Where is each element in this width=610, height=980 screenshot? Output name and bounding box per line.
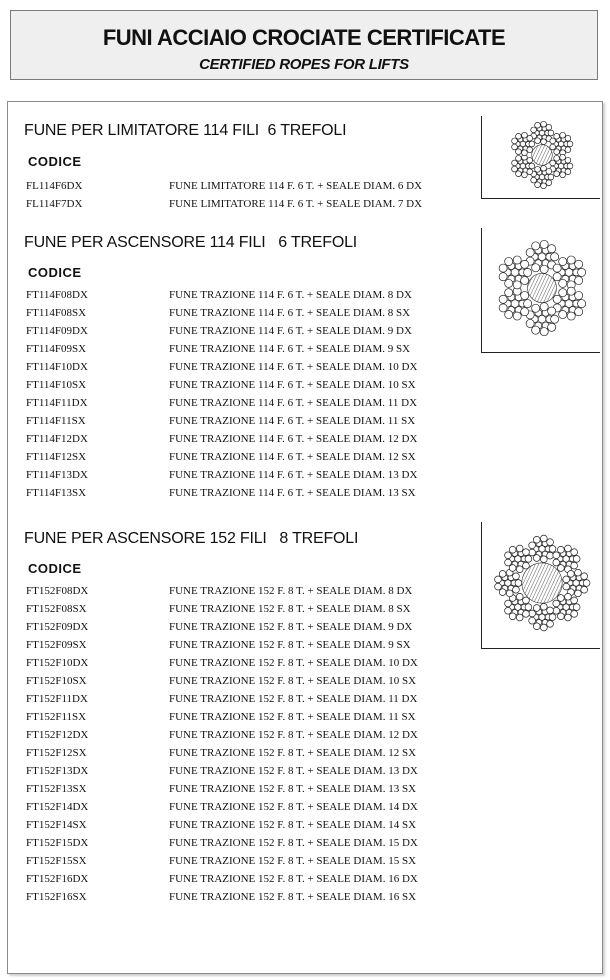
product-description: FUNE TRAZIONE 114 F. 6 T. + SEALE DIAM. 11 SX	[169, 415, 416, 427]
product-description: FUNE TRAZIONE 152 F. 8 T. + SEALE DIAM. 8 DX	[169, 585, 413, 597]
product-code: FT152F10SX	[26, 675, 87, 687]
product-code: FT114F11DX	[26, 397, 88, 409]
product-row	[26, 412, 452, 430]
product-row	[26, 654, 452, 672]
product-description: FUNE TRAZIONE 152 F. 8 T. + SEALE DIAM. 9 DX	[169, 621, 413, 633]
product-row	[26, 376, 452, 394]
product-row	[26, 600, 452, 618]
rope-cross-section-8-strands-icon	[481, 522, 600, 649]
product-code: FT114F12DX	[26, 433, 88, 445]
product-code: FT114F08DX	[26, 289, 88, 301]
rope-drawing	[482, 522, 598, 648]
product-code: FT114F13SX	[26, 487, 87, 499]
product-description: FUNE TRAZIONE 152 F. 8 T. + SEALE DIAM. 14 SX	[169, 819, 417, 831]
product-row	[26, 582, 452, 600]
product-description: FUNE TRAZIONE 114 F. 6 T. + SEALE DIAM. 9 SX	[169, 343, 411, 355]
product-code: FT114F12SX	[26, 451, 87, 463]
product-row	[26, 358, 452, 376]
product-code: FT152F09DX	[26, 621, 89, 633]
product-row	[26, 798, 452, 816]
page-title: FUNI ACCIAIO CROCIATE CERTIFICATE	[102, 25, 506, 50]
product-description: FUNE TRAZIONE 152 F. 8 T. + SEALE DIAM. 8 SX	[169, 603, 411, 615]
product-code: FT114F10SX	[26, 379, 87, 391]
product-description: FUNE TRAZIONE 152 F. 8 T. + SEALE DIAM. 12 SX	[169, 747, 417, 759]
product-row	[26, 466, 452, 484]
section-title: FUNE PER ASCENSORE 114 FILI 6 TREFOLI	[24, 234, 358, 251]
product-description: FUNE TRAZIONE 152 F. 8 T. + SEALE DIAM. 11 SX	[169, 711, 416, 723]
product-code: FT152F11DX	[26, 693, 88, 705]
product-description: FUNE LIMITATORE 114 F. 6 T. + SEALE DIAM. 7 DX	[169, 198, 423, 210]
product-description: FUNE TRAZIONE 114 F. 6 T. + SEALE DIAM. 10 DX	[169, 361, 418, 373]
product-code: FT114F09DX	[26, 325, 88, 337]
product-description: FUNE TRAZIONE 152 F. 8 T. + SEALE DIAM. 13 SX	[169, 783, 417, 795]
product-description: FUNE TRAZIONE 114 F. 6 T. + SEALE DIAM. 12 DX	[169, 433, 418, 445]
product-code: FL114F7DX	[26, 198, 83, 210]
rope-drawing	[482, 228, 598, 352]
product-description: FUNE TRAZIONE 114 F. 6 T. + SEALE DIAM. 9 DX	[169, 325, 412, 337]
product-row	[26, 708, 452, 726]
product-row	[26, 744, 452, 762]
product-description: FUNE TRAZIONE 152 F. 8 T. + SEALE DIAM. 15 DX	[169, 837, 418, 849]
product-code: FT152F14DX	[26, 801, 89, 813]
product-code: FT114F09SX	[26, 343, 87, 355]
product-code: FT152F16SX	[26, 891, 87, 903]
product-description: FUNE TRAZIONE 114 F. 6 T. + SEALE DIAM. 13 DX	[169, 469, 418, 481]
rope-cross-section-6-strands-icon	[481, 116, 600, 199]
product-row	[26, 636, 452, 654]
page-subtitle: CERTIFIED ROPES FOR LIFTS	[199, 56, 409, 73]
product-description: FUNE TRAZIONE 114 F. 6 T. + SEALE DIAM. 10 SX	[169, 379, 416, 391]
page-header	[10, 10, 598, 80]
product-row	[26, 780, 452, 798]
product-list	[26, 177, 452, 213]
product-row	[26, 286, 452, 304]
product-description: FUNE TRAZIONE 114 F. 6 T. + SEALE DIAM. 11 DX	[169, 397, 418, 409]
product-row	[26, 834, 452, 852]
code-column-header: CODICE	[28, 154, 82, 169]
product-row	[26, 762, 452, 780]
product-description: FUNE TRAZIONE 152 F. 8 T. + SEALE DIAM. 16 DX	[169, 873, 418, 885]
product-description: FUNE TRAZIONE 152 F. 8 T. + SEALE DIAM. 14 DX	[169, 801, 418, 813]
product-code: FT152F14SX	[26, 819, 87, 831]
product-code: FT152F10DX	[26, 657, 89, 669]
product-row	[26, 448, 452, 466]
rope-cross-section-6-strands-icon	[481, 228, 600, 353]
product-row	[26, 177, 452, 195]
section-title: FUNE PER LIMITATORE 114 FILI 6 TREFOLI	[24, 122, 347, 139]
code-column-header: CODICE	[28, 265, 82, 280]
product-description: FUNE TRAZIONE 152 F. 8 T. + SEALE DIAM. 9 SX	[169, 639, 411, 651]
product-description: FUNE TRAZIONE 152 F. 8 T. + SEALE DIAM. 11 DX	[169, 693, 418, 705]
product-code: FT152F12SX	[26, 747, 87, 759]
rope-drawing	[482, 116, 598, 198]
code-column-header: CODICE	[28, 561, 82, 576]
product-description: FUNE TRAZIONE 114 F. 6 T. + SEALE DIAM. 8 SX	[169, 307, 411, 319]
product-row	[26, 340, 452, 358]
product-code: FT114F13DX	[26, 469, 88, 481]
product-description: FUNE TRAZIONE 152 F. 8 T. + SEALE DIAM. 12 DX	[169, 729, 418, 741]
product-description: FUNE TRAZIONE 114 F. 6 T. + SEALE DIAM. 8 DX	[169, 289, 412, 301]
product-code: FT114F11SX	[26, 415, 86, 427]
product-code: FT114F08SX	[26, 307, 87, 319]
product-description: FUNE TRAZIONE 152 F. 8 T. + SEALE DIAM. 15 SX	[169, 855, 417, 867]
product-description: FUNE TRAZIONE 152 F. 8 T. + SEALE DIAM. 13 DX	[169, 765, 418, 777]
product-row	[26, 726, 452, 744]
product-code: FT152F08SX	[26, 603, 87, 615]
product-code: FT152F08DX	[26, 585, 89, 597]
product-code: FT114F10DX	[26, 361, 88, 373]
product-row	[26, 195, 452, 213]
product-row	[26, 852, 452, 870]
product-code: FT152F09SX	[26, 639, 87, 651]
product-code: FT152F12DX	[26, 729, 89, 741]
product-code: FT152F16DX	[26, 873, 89, 885]
section-title: FUNE PER ASCENSORE 152 FILI 8 TREFOLI	[24, 530, 359, 547]
product-row	[26, 618, 452, 636]
product-row	[26, 394, 452, 412]
product-description: FUNE LIMITATORE 114 F. 6 T. + SEALE DIAM. 6 DX	[169, 180, 423, 192]
product-list	[26, 286, 452, 502]
product-description: FUNE TRAZIONE 152 F. 8 T. + SEALE DIAM. 10 SX	[169, 675, 417, 687]
catalog-panel	[7, 101, 603, 974]
product-code: FT152F11SX	[26, 711, 87, 723]
product-row	[26, 322, 452, 340]
product-row	[26, 816, 452, 834]
product-row	[26, 304, 452, 322]
product-code: FL114F6DX	[26, 180, 83, 192]
product-description: FUNE TRAZIONE 114 F. 6 T. + SEALE DIAM. 13 SX	[169, 487, 416, 499]
product-code: FT152F13SX	[26, 783, 87, 795]
product-row	[26, 430, 452, 448]
product-row	[26, 484, 452, 502]
product-description: FUNE TRAZIONE 114 F. 6 T. + SEALE DIAM. 12 SX	[169, 451, 416, 463]
product-description: FUNE TRAZIONE 152 F. 8 T. + SEALE DIAM. 10 DX	[169, 657, 418, 669]
product-description: FUNE TRAZIONE 152 F. 8 T. + SEALE DIAM. 16 SX	[169, 891, 417, 903]
product-row	[26, 888, 452, 906]
product-code: FT152F15DX	[26, 837, 89, 849]
product-row	[26, 870, 452, 888]
product-code: FT152F15SX	[26, 855, 87, 867]
product-row	[26, 690, 452, 708]
product-list	[26, 582, 452, 906]
product-row	[26, 672, 452, 690]
product-code: FT152F13DX	[26, 765, 89, 777]
